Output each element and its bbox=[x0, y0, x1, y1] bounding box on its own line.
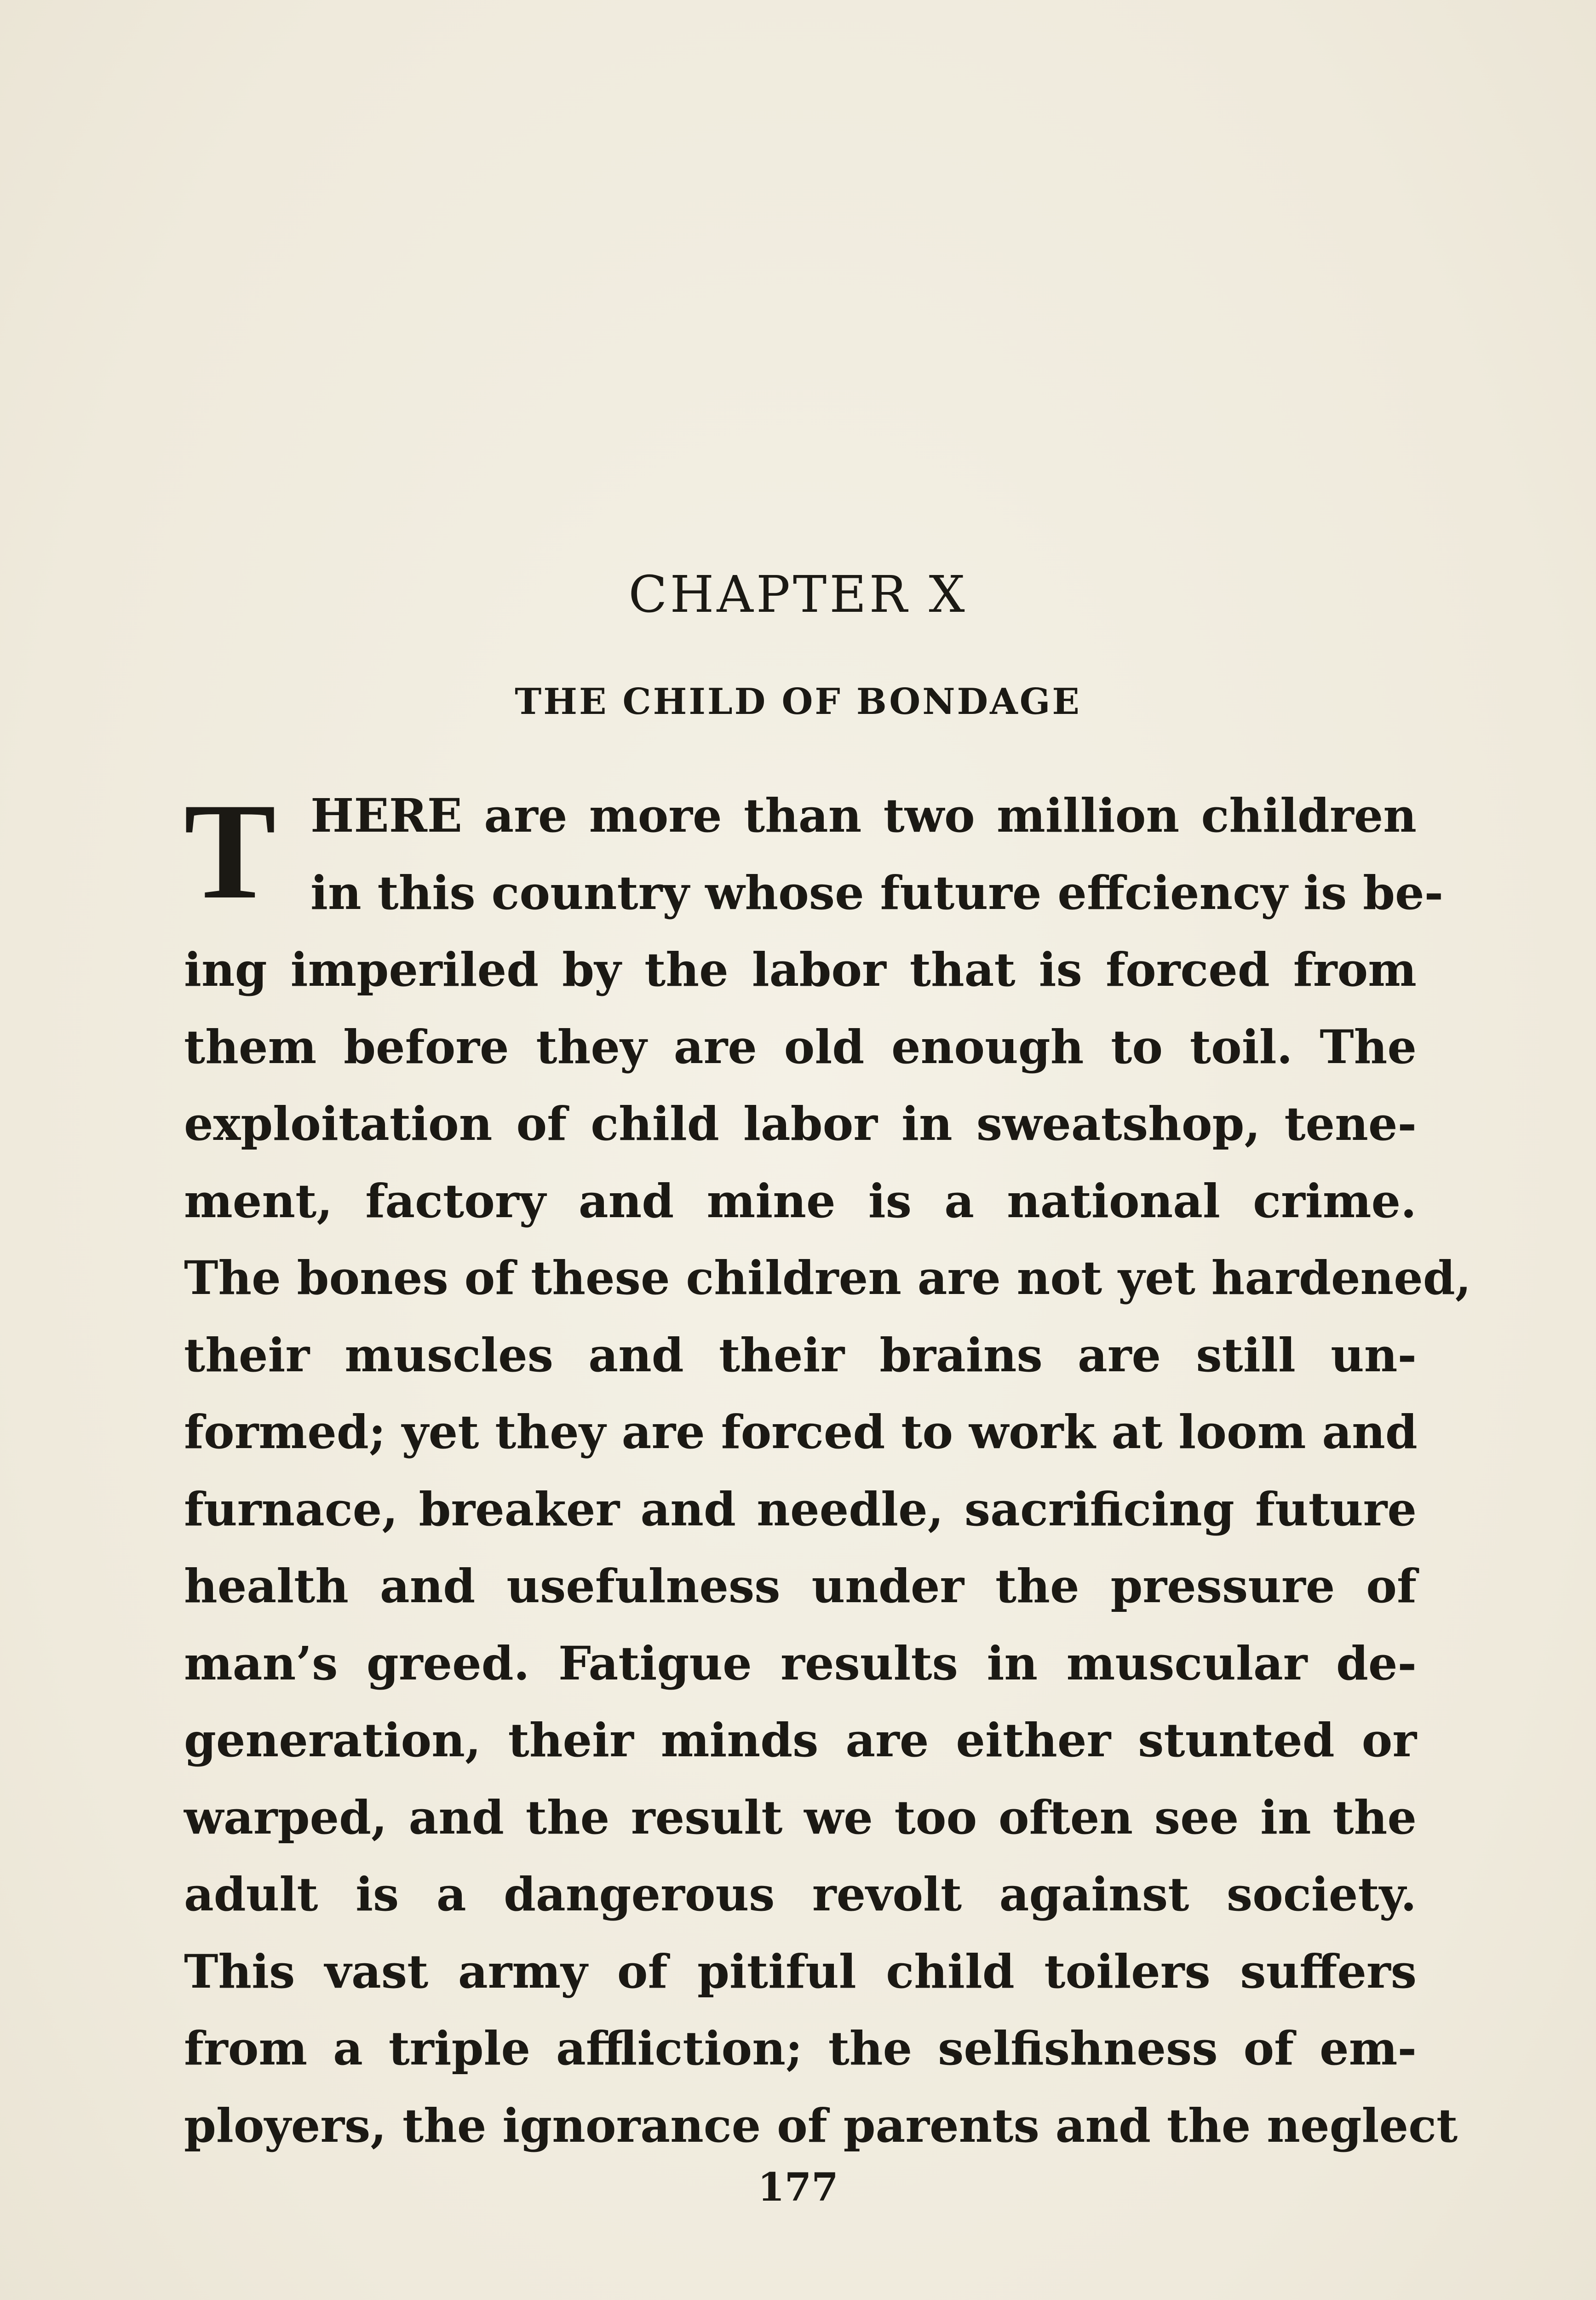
body-text bbox=[184, 777, 1471, 2164]
text-line: HERE are more than two million children bbox=[310, 788, 1417, 843]
text-line: from a triple affliction; the selfishness of em- bbox=[184, 2021, 1417, 2076]
text-line: ing imperiled by the labor that is forced from bbox=[184, 943, 1417, 997]
text-line: ployers, the ignorance of parents and the neglect bbox=[184, 2098, 1458, 2153]
text-line: The bones of these children are not yet hardened, bbox=[184, 1251, 1471, 1305]
chapter-subtitle: THE CHILD OF BONDAGE bbox=[515, 681, 1081, 723]
text-line: adult is a dangerous revolt against society. bbox=[184, 1867, 1417, 1921]
text-line: exploitation of child labor in sweatshop, tene- bbox=[184, 1097, 1417, 1151]
text-line: warped, and the result we too often see in the bbox=[184, 1790, 1417, 1845]
text-line: formed; yet they are forced to work at loom and bbox=[184, 1405, 1418, 1459]
text-line: in this country whose future effciency is be- bbox=[310, 865, 1444, 920]
text-line: furnace, breaker and needle, sacrificing future bbox=[184, 1482, 1417, 1536]
page-number: 177 bbox=[758, 2164, 838, 2210]
text-line: them before they are old enough to toil. The bbox=[184, 1019, 1417, 1074]
text-line: ment, factory and mine is a national crime. bbox=[184, 1173, 1417, 1228]
text-line: generation, their minds are either stunted or bbox=[184, 1713, 1417, 1767]
drop-cap: T bbox=[184, 775, 276, 927]
text-line: their muscles and their brains are still un- bbox=[184, 1328, 1417, 1382]
text-line: This vast army of pitiful child toilers suffers bbox=[184, 1944, 1417, 1999]
text-line: man’s greed. Fatigue results in muscular de- bbox=[184, 1636, 1417, 1690]
text-line: health and usefulness under the pressure of bbox=[184, 1559, 1417, 1613]
chapter-title: CHAPTER X bbox=[628, 565, 968, 624]
